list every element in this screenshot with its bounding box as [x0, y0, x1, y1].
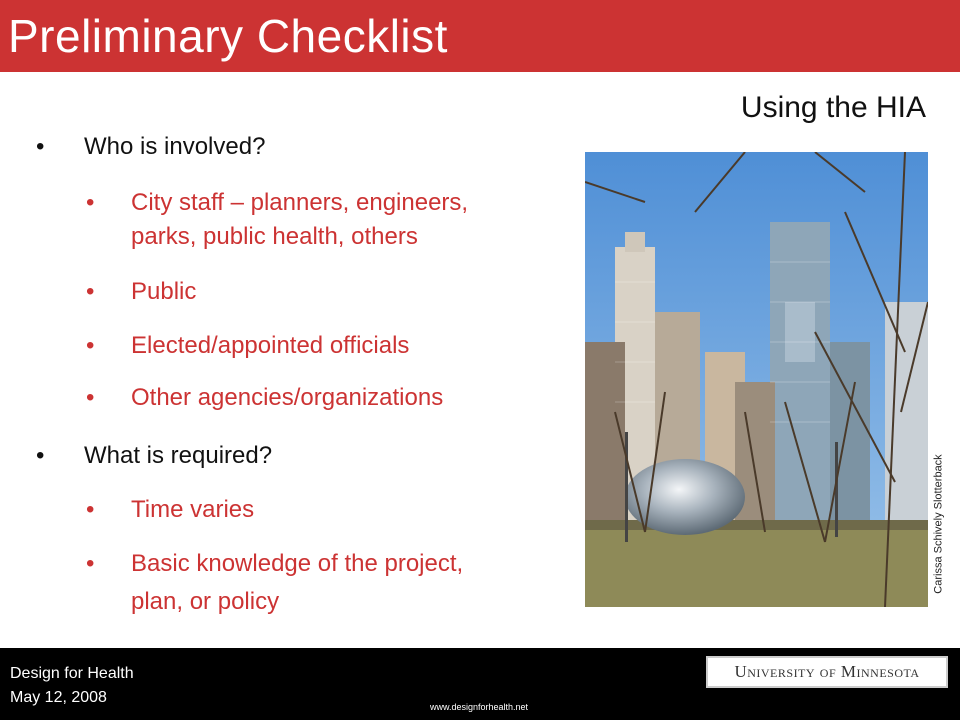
list-item-text: Elected/appointed officials — [131, 332, 410, 359]
footer-date: May 12, 2008 — [10, 689, 107, 706]
slide-title: Preliminary Checklist — [8, 10, 448, 62]
list-item-text: parks, public health, others — [131, 223, 418, 250]
footer-organization: Design for Health — [10, 665, 134, 682]
slide-subtitle: Using the HIA — [740, 91, 926, 124]
bullet-icon: • — [86, 384, 95, 411]
city-park-photo — [585, 152, 928, 607]
photo-credit — [931, 448, 945, 603]
bullet-icon: • — [86, 550, 95, 577]
list-item-text: Basic knowledge of the project, — [131, 550, 464, 577]
bullet-icon: • — [36, 442, 45, 469]
section-heading-text: Who is involved? — [84, 133, 266, 160]
list-item-text: Public — [131, 278, 197, 305]
title-bar — [0, 0, 960, 72]
bullet-icon: • — [86, 332, 95, 359]
bullet-icon: • — [86, 189, 95, 216]
photo-credit-text: Carissa Schively Slotterback — [932, 454, 945, 594]
bullet-icon: • — [86, 496, 95, 523]
footer-bar — [0, 648, 960, 720]
list-item-text: City staff – planners, engineers, — [131, 189, 469, 216]
university-logo-text: University of Minnesota — [734, 662, 920, 681]
list-item-text: Time varies — [131, 496, 255, 523]
section-heading-text: What is required? — [84, 442, 273, 469]
footer-url: www.designforhealth.net — [430, 702, 529, 712]
bullet-icon: • — [86, 278, 95, 305]
list-item-text: Other agencies/organizations — [131, 384, 444, 411]
bullet-icon: • — [36, 133, 45, 160]
university-logo — [706, 656, 948, 688]
list-item-text: plan, or policy — [131, 588, 280, 615]
